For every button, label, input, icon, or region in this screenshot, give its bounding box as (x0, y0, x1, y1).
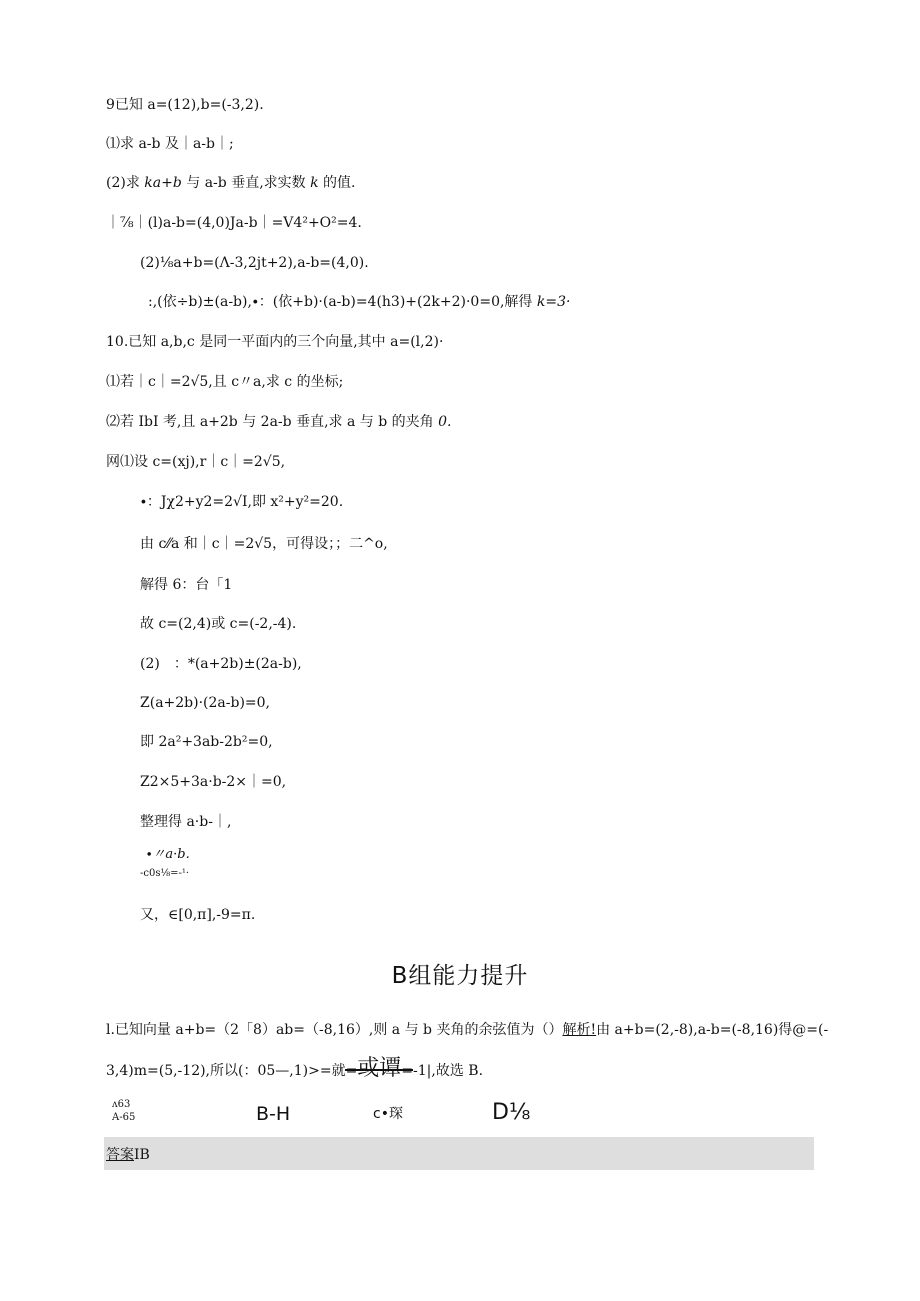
q10-solution-line: 即 2a²+3ab-2b²=0, (140, 734, 273, 750)
q10-solution-line: Z2×5+3a·b-2×｜=0, (140, 774, 287, 790)
choice-b: B-H (256, 1103, 291, 1125)
q9-part2-text-a: (2)求 (106, 175, 145, 191)
q10-solution-line: 由 c⁄⁄a 和｜c｜=2√5，可得设；；二^o, (140, 536, 388, 552)
q10-fraction-top: ∙〃a·b. (146, 847, 190, 862)
answer-label: 答案 (106, 1147, 134, 1163)
b1-analysis-cont: 3,4)m=(5,-12),所以(：05—,1)>=就= (106, 1063, 358, 1079)
choice-c: c•琛 (373, 1106, 403, 1122)
b1-analysis-text: 由 a+b=(2,-8),a-b=(-8,16)得@=(- (596, 1022, 829, 1038)
q9-solution-line2: (2)⅛a+b=(Λ-3,2jt+2),a-b=(4,0). (140, 255, 369, 271)
q9-part2 (106, 174, 356, 192)
q10-solution-line: 解得 6：台「1 (140, 577, 233, 593)
choice-a-top: ʌ63 (112, 1099, 131, 1110)
q10-fraction-bottom: -c0s⅛=-¹· (140, 868, 190, 879)
q9-part2-text-e: 的值. (318, 175, 356, 191)
answer-value: IB (134, 1147, 150, 1163)
b1-struck-text: 或谭 (357, 1056, 402, 1081)
q10-part1: ⑴若｜c｜=2√5,且 c〃a,求 c 的坐标; (106, 374, 344, 390)
q9-solution-line3-text: :,(依÷b)±(a-b),∙：(依+b)·(a-b)=4(h3)+(2k+2)·0=0,解得 (148, 294, 537, 310)
q10-stem: 10.已知 a,b,c 是同一平面内的三个向量,其中 a=(l,2)· (106, 334, 444, 350)
b1-line1 (106, 1021, 828, 1039)
q9-part1: ⑴求 a-b 及｜a-b｜; (106, 136, 234, 152)
q10-solution-line: (2) ：*(a+2b)±(2a-b), (140, 656, 302, 672)
q9-part2-text-c: 与 a-b 垂直,求实数 (181, 175, 311, 191)
q10-solution-line: 故 c=(2,4)或 c=(-2,-4). (140, 616, 297, 632)
q10-part2 (106, 413, 451, 431)
choice-d: D⅛ (492, 1100, 531, 1125)
b1-line2 (106, 1058, 483, 1082)
q10-solution-line: Z(a+2b)·(2a-b)=0, (140, 695, 271, 711)
q10-solution-line: 整理得 a·b-｜, (140, 814, 232, 830)
choice-a-bottom: A-65 (112, 1112, 136, 1123)
q10-final-line: 又，∈[0,π],-9=π. (140, 907, 256, 923)
q10-solution-line: 网⑴设 c=(xj),r｜c｜=2√5, (106, 454, 286, 470)
q9-part2-expr: ka+b (144, 175, 182, 191)
answer-line (106, 1146, 150, 1164)
q10-part2-theta: 0. (438, 414, 452, 430)
answer-bar (104, 1137, 814, 1170)
q9-stem: 9已知 a=(12),b=(-3,2). (106, 97, 264, 113)
q10-part2-text: ⑵若 IbI 考,且 a+2b 与 2a-b 垂直,求 a 与 b 的夹角 (106, 414, 439, 430)
b1-stem: l.已知向量 a+b=（2「8）ab=（-8,16）,则 a 与 b 夹角的余弦值为（） (106, 1022, 563, 1038)
section-title: B组能力提升 (391, 963, 529, 989)
q10-solution-line: ∙：Jχ2+y2=2√I,即 x²+y²=20. (140, 494, 344, 510)
q9-solution-k-value: k=3· (536, 294, 571, 310)
b1-analysis-end: =-1|,故选 B. (401, 1063, 484, 1079)
q9-part2-k: k (310, 175, 319, 191)
q9-solution-line3 (148, 293, 570, 311)
b1-analysis-label: 解析! (562, 1022, 597, 1038)
q9-solution-line1: ｜⅞｜(l)a-b=(4,0)Ja-b｜=V4²+O²=4. (106, 215, 362, 231)
